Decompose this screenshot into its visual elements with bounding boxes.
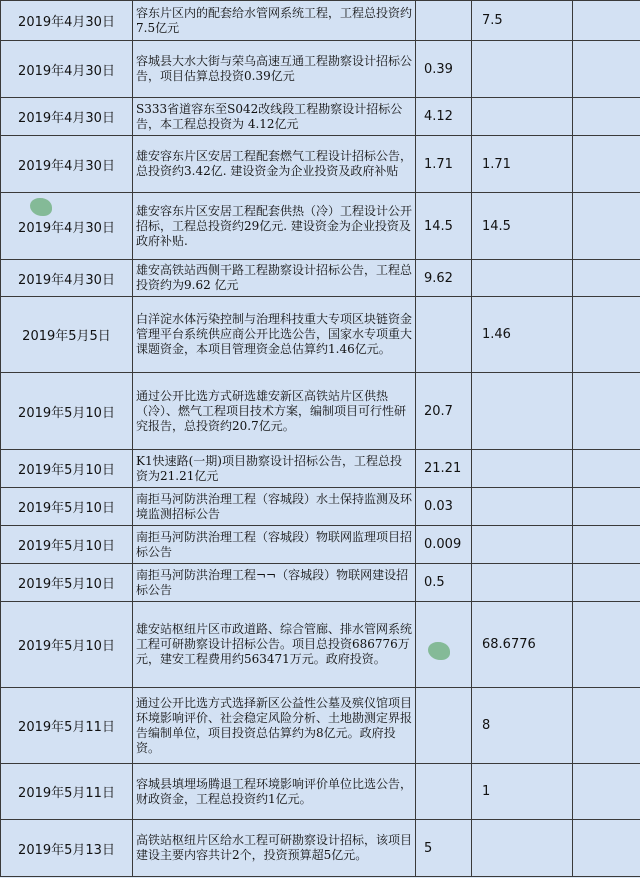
amount-cell-c: [573, 564, 640, 602]
date-cell: 2019年4月30日: [1, 41, 133, 98]
amount-cell-b: [472, 41, 573, 98]
date-cell: 2019年4月30日: [1, 136, 133, 193]
description-cell: 南拒马河防洪治理工程¬¬（容城段）物联网建设招标公告: [133, 564, 416, 602]
amount-cell-b: 1.46: [472, 297, 573, 373]
amount-cell-a: [416, 297, 472, 373]
date-cell: 2019年4月30日: [1, 98, 133, 136]
table-row: [1, 488, 640, 526]
amount-cell-a: 0.39: [416, 41, 472, 98]
amount-cell-b: [472, 488, 573, 526]
amount-cell-c: [573, 136, 640, 193]
amount-cell-a: [416, 688, 472, 764]
description-cell: 容城县填埋场腾退工程环境影响评价单位比选公告，财政资金，工程总投资约1亿元。: [133, 764, 416, 820]
date-cell: 2019年5月10日: [1, 602, 133, 688]
table-row: [1, 136, 640, 193]
description-cell: 高铁站枢纽片区给水工程可研勘察设计招标，该项目建设主要内容共计2个，投资预算超5亿元。: [133, 820, 416, 877]
table-row: [1, 193, 640, 260]
table-row: [1, 820, 640, 877]
table-row: [1, 1, 640, 41]
amount-cell-a: 14.5: [416, 193, 472, 260]
description-cell: 南拒马河防洪治理工程（容城段）水土保持监测及环境监测招标公告: [133, 488, 416, 526]
amount-cell-a: 5: [416, 820, 472, 877]
table-row: [1, 297, 640, 373]
amount-cell-a: 1.71: [416, 136, 472, 193]
table-row: [1, 373, 640, 450]
amount-cell-c: [573, 764, 640, 820]
description-cell: 南拒马河防洪治理工程（容城段）物联网监理项目招标公告: [133, 526, 416, 564]
amount-cell-b: [472, 98, 573, 136]
amount-cell-c: [573, 1, 640, 41]
amount-cell-c: [573, 98, 640, 136]
date-cell: 2019年5月10日: [1, 564, 133, 602]
amount-cell-b: [472, 820, 573, 877]
table-row: [1, 526, 640, 564]
date-cell: 2019年5月10日: [1, 526, 133, 564]
table-row: [1, 450, 640, 488]
amount-cell-c: [573, 41, 640, 98]
description-cell: 雄安高铁站西侧干路工程勘察设计招标公告，工程总投资约为9.62 亿元: [133, 260, 416, 297]
description-cell: 通过公开比选方式研选雄安新区高铁站片区供热（冷）、燃气工程项目技术方案，编制项目可行性研究报告，总投资约20.7亿元。: [133, 373, 416, 450]
amount-cell-c: [573, 373, 640, 450]
amount-cell-a: [416, 602, 472, 688]
description-cell: K1快速路(一期)项目勘察设计招标公告，工程总投资为21.21亿元: [133, 450, 416, 488]
date-cell: 2019年5月11日: [1, 764, 133, 820]
amount-cell-b: 8: [472, 688, 573, 764]
amount-cell-c: [573, 260, 640, 297]
amount-cell-b: 1: [472, 764, 573, 820]
date-cell: 2019年5月11日: [1, 688, 133, 764]
amount-cell-b: [472, 373, 573, 450]
amount-cell-b: 7.5: [472, 1, 573, 41]
amount-cell-a: [416, 764, 472, 820]
amount-cell-c: [573, 450, 640, 488]
description-cell: 雄安容东片区安居工程配套供热（冷）工程设计公开招标，工程总投资约29亿元. 建设资金为企业投资及政府补贴.: [133, 193, 416, 260]
amount-cell-a: 20.7: [416, 373, 472, 450]
amount-cell-b: 1.71: [472, 136, 573, 193]
date-cell: 2019年5月10日: [1, 450, 133, 488]
description-cell: S333省道容东至S042改线段工程勘察设计招标公告，本工程总投资为 4.12亿元: [133, 98, 416, 136]
table-body: [1, 1, 640, 877]
amount-cell-a: 4.12: [416, 98, 472, 136]
amount-cell-c: [573, 297, 640, 373]
date-cell: 2019年5月10日: [1, 373, 133, 450]
description-cell: 雄安站枢纽片区市政道路、综合管廊、排水管网系统工程可研勘察设计招标公告。项目总投资686776万元，建安工程费用约563471万元。政府投资。: [133, 602, 416, 688]
description-cell: 白洋淀水体污染控制与治理科技重大专项区块链资金管理平台系统供应商公开比选公告，国家水专项重大课题资金，本项目管理资金总估算约1.46亿元。: [133, 297, 416, 373]
table-row: [1, 764, 640, 820]
amount-cell-c: [573, 488, 640, 526]
amount-cell-b: 68.6776: [472, 602, 573, 688]
amount-cell-a: 9.62: [416, 260, 472, 297]
date-cell: 2019年5月13日: [1, 820, 133, 877]
description-cell: 容城县大水大街与荣乌高速互通工程勘察设计招标公告，项目估算总投资0.39亿元: [133, 41, 416, 98]
amount-cell-a: 21.21: [416, 450, 472, 488]
amount-cell-b: [472, 564, 573, 602]
amount-cell-a: 0.009: [416, 526, 472, 564]
amount-cell-c: [573, 688, 640, 764]
description-cell: 容东片区内的配套给水管网系统工程，工程总投资约7.5亿元: [133, 1, 416, 41]
table-row: [1, 98, 640, 136]
date-cell: 2019年4月30日: [1, 193, 133, 260]
date-cell: 2019年4月30日: [1, 1, 133, 41]
amount-cell-b: [472, 260, 573, 297]
date-cell: 2019年5月10日: [1, 488, 133, 526]
table-row: [1, 260, 640, 297]
amount-cell-a: [416, 1, 472, 41]
table-row: [1, 41, 640, 98]
amount-cell-c: [573, 193, 640, 260]
amount-cell-c: [573, 602, 640, 688]
amount-cell-a: 0.5: [416, 564, 472, 602]
amount-cell-c: [573, 820, 640, 877]
description-cell: 通过公开比选方式选择新区公益性公墓及殡仪馆项目环境影响评价、社会稳定风险分析、土地勘测定界报告编制单位，项目投资总估算约为8亿元。政府投资。: [133, 688, 416, 764]
amount-cell-c: [573, 526, 640, 564]
amount-cell-a: 0.03: [416, 488, 472, 526]
description-cell: 雄安容东片区安居工程配套燃气工程设计招标公告，总投资约3.42亿. 建设资金为企业投资及政府补贴: [133, 136, 416, 193]
date-cell: 2019年5月5日: [1, 297, 133, 373]
date-cell: 2019年4月30日: [1, 260, 133, 297]
table-row: [1, 564, 640, 602]
amount-cell-b: 14.5: [472, 193, 573, 260]
table-row: [1, 688, 640, 764]
amount-cell-b: [472, 526, 573, 564]
table-row: [1, 602, 640, 688]
amount-cell-b: [472, 450, 573, 488]
